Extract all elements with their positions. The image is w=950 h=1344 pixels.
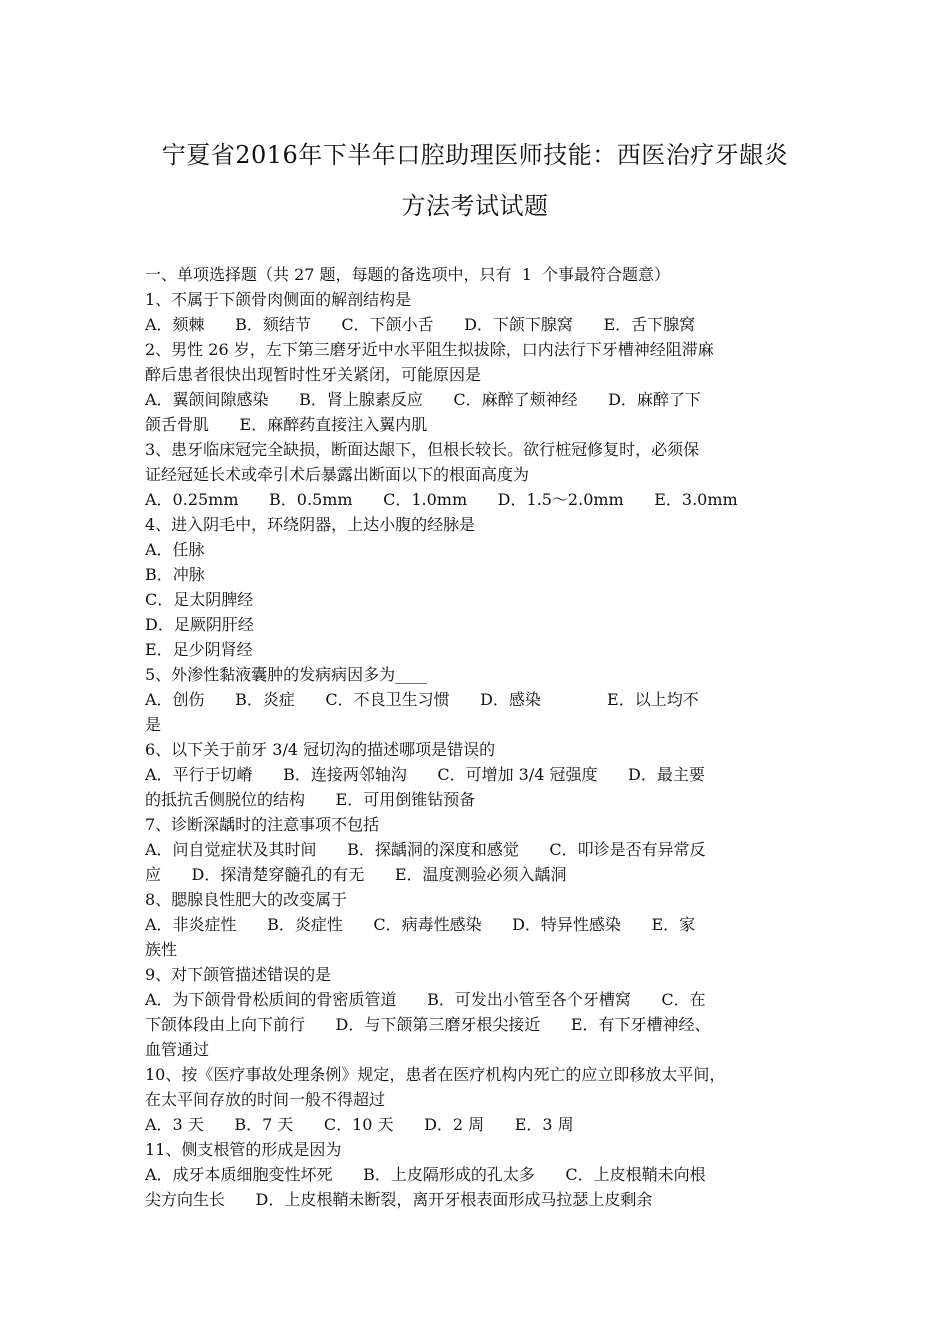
text-line: 血管通过	[145, 1040, 210, 1059]
text-line: 1、不属于下颌骨肉侧面的解剖结构是	[145, 290, 412, 309]
text-line: 醉后患者很快出现暂时性牙关紧闭，可能原因是	[145, 365, 482, 384]
text-line: 在太平间存放的时间一般不得超过	[145, 1090, 386, 1109]
text-line: A．翼颌间隙感染 B．肾上腺素反应 C．麻醉了颊神经 D．麻醉了下	[145, 390, 701, 409]
text-line: 的抵抗舌侧脱位的结构 E．可用倒锥钻预备	[145, 790, 476, 809]
text-line: 2、男性 26 岁，左下第三磨牙近中水平阻生拟拔除，口内法行下牙槽神经阻滞麻	[145, 340, 714, 359]
text-line: B．冲脉	[145, 565, 205, 584]
text-line: D．足厥阴肝经	[145, 615, 254, 634]
text-line: 4、进入阴毛中，环绕阴器，上达小腹的经脉是	[145, 515, 476, 534]
text-line: A．任脉	[145, 540, 205, 559]
text-line: 一、单项选择题（共 27 题，每题的备选项中，只有 1 个事最符合题意）	[145, 265, 671, 284]
text-line: 3、患牙临床冠完全缺损，断面达龈下，但根长较长。欲行桩冠修复时，必须保	[145, 440, 700, 459]
question-body	[145, 262, 807, 1212]
text-line: C．足太阴脾经	[145, 590, 254, 609]
text-line: 尖方向生长 D．上皮根鞘未断裂，离开牙根表面形成马拉瑟上皮剩余	[145, 1190, 653, 1209]
text-line: 族性	[145, 940, 178, 959]
text-line: A．颏棘 B．颏结节 C．下颌小舌 D．下颌下腺窝 E．舌下腺窝	[145, 315, 696, 334]
text-line: 5、外渗性黏液囊肿的发病病因多为____	[145, 665, 428, 684]
text-line: A．创伤 B．炎症 C．不良卫生习惯 D．感染 E．以上均不	[145, 690, 699, 709]
text-line: 7、诊断深龋时的注意事项不包括	[145, 815, 380, 834]
text-line: 是	[145, 715, 162, 734]
text-line: 应 D．探清楚穿髓孔的有无 E．温度测验必须入龋洞	[145, 865, 567, 884]
text-line: 11、侧支根管的形成是因为	[145, 1140, 342, 1159]
text-line: 颌舌骨肌 E．麻醉药直接注入翼内肌	[145, 415, 428, 434]
text-line: E．足少阴肾经	[145, 640, 253, 659]
text-line: 9、对下颌管描述错误的是	[145, 965, 332, 984]
text-line: 6、以下关于前牙 3/4 冠切沟的描述哪项是错误的	[145, 740, 496, 759]
text-line: A．非炎症性 B．炎症性 C．病毒性感染 D．特异性感染 E．家	[145, 915, 696, 934]
text-line: 8、腮腺良性肥大的改变属于	[145, 890, 348, 909]
text-line: A．成牙本质细胞变性坏死 B．上皮隔形成的孔太多 C．上皮根鞘未向根	[145, 1165, 706, 1184]
text-line: 10、按《医疗事故处理条例》规定，患者在医疗机构内死亡的应立即移放太平间，	[145, 1065, 726, 1084]
text-line: A．3 天 B．7 天 C．10 天 D．2 周 E．3 周	[145, 1115, 574, 1134]
document-title-line-1: 宁夏省2016年下半年口腔助理医师技能：西医治疗牙龈炎	[161, 141, 789, 169]
text-line: 证经冠延长术或牵引术后暴露出断面以下的根面高度为	[145, 465, 530, 484]
text-line: A．平行于切嵴 B．连接两邻轴沟 C．可增加 3/4 冠强度 D．最主要	[145, 765, 705, 784]
text-line: 下颌体段由上向下前行 D．与下颌第三磨牙根尖接近 E．有下牙槽神经、	[145, 1015, 711, 1034]
text-line: A．0.25mm B．0.5mm C．1.0mm D．1.5～2.0mm E．3.0mm	[145, 490, 738, 509]
document-title-line-2: 方法考试试题	[401, 192, 549, 220]
text-line: A．为下颌骨骨松质间的骨密质管道 B．可发出小管至各个牙槽窝 C．在	[145, 990, 706, 1009]
text-line: A．问自觉症状及其时间 B．探龋洞的深度和感觉 C．叩诊是否有异常反	[145, 840, 706, 859]
